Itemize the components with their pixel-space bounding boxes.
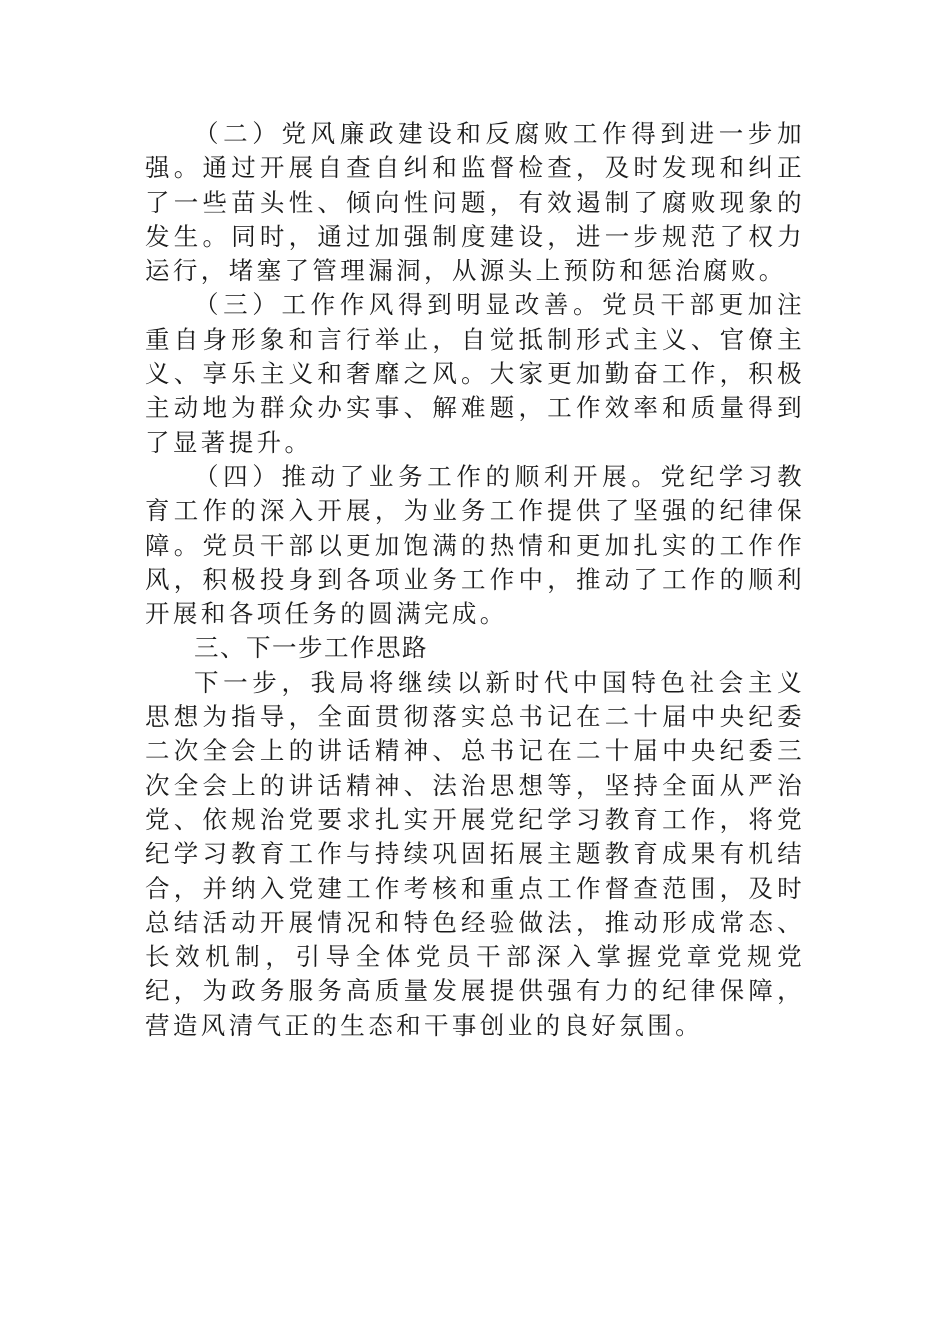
section-heading-next-steps: 三、下一步工作思路	[194, 633, 428, 663]
document-body	[145, 117, 805, 1043]
paragraph-work-style: （三）工作作风得到明显改善。党员干部更加注重自身形象和言行举止，自觉抵制形式主义、官僚主义、享乐主义和奢靡之风。大家更加勤奋工作，积极主动地为群众办实事、解难题，工作效率和质量得到了显著提升。	[145, 290, 805, 457]
paragraph-next-steps: 下一步，我局将继续以新时代中国特色社会主义思想为指导，全面贯彻落实总书记在二十届中央纪委二次全会上的讲话精神、总书记在二十届中央纪委三次全会上的讲话精神、法治思想等，坚持全面从严治党、依规治党要求扎实开展党纪学习教育工作，将党纪学习教育工作与持续巩固拓展主题教育成果有机结合，并纳入党建工作考核和重点工作督查范围，及时总结活动开展情况和特色经验做法，推动形成常态、长效机制，引导全体党员干部深入掌握党章党规党纪，为政务服务高质量发展提供强有力的纪律保障，营造风清气正的生态和干事创业的良好氛围。	[145, 667, 805, 1040]
paragraph-business-work: （四）推动了业务工作的顺利开展。党纪学习教育工作的深入开展，为业务工作提供了坚强的纪律保障。党员干部以更加饱满的热情和更加扎实的工作作风，积极投身到各项业务工作中，推动了工作的顺利开展和各项任务的圆满完成。	[145, 461, 805, 629]
paragraph-party-conduct: （二）党风廉政建设和反腐败工作得到进一步加强。通过开展自查自纠和监督检查，及时发现和纠正了一些苗头性、倾向性问题，有效遏制了腐败现象的发生。同时，通过加强制度建设，进一步规范了权力运行，堵塞了管理漏洞，从源头上预防和惩治腐败。	[145, 119, 805, 286]
